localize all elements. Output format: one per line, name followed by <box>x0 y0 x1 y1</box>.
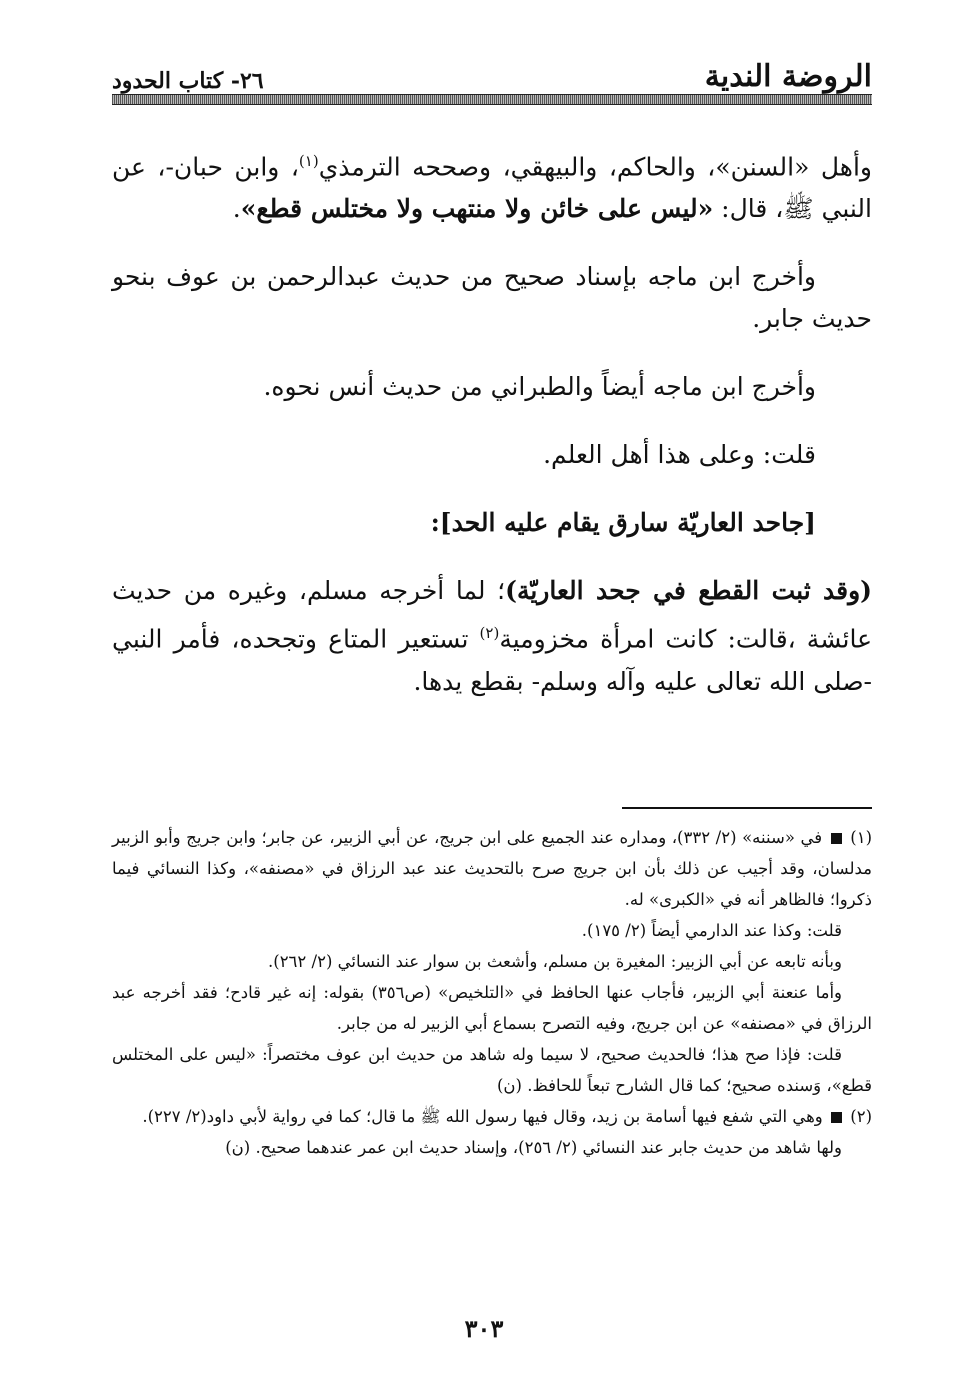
book-title: الروضة الندية <box>704 59 872 94</box>
square-marker-icon <box>831 833 842 844</box>
running-header <box>112 52 872 94</box>
page-number: ٣٠٣ <box>464 1314 504 1343</box>
section-heading: [جاحد العاريّة سارق يقام عليه الحد]: <box>430 508 816 538</box>
chapter-title: ٢٦- كتاب الحدود <box>112 68 264 94</box>
footnote-2: (٢) وهي التي شفع فيها أسامة بن زيد، وقال فيها رسول الله ﷺ ما قال؛ كما في رواية لأبي داود(٢/ ٢٢٧). <box>142 1107 872 1126</box>
square-marker-icon <box>831 1112 842 1123</box>
header-rule <box>112 94 872 105</box>
footnotes <box>112 822 872 1163</box>
paragraph-2: وأخرج ابن ماجه بإسناد صحيح من حديث عبدالرحمن بن عوف بنحو حديث جابر. <box>112 262 872 334</box>
hadith-quote: «ليس على خائن ولا منتهب ولا مختلس قطع» <box>240 194 714 224</box>
footnote-ref-2: (٢) <box>479 624 500 643</box>
paragraph-4: قلت: وعلى هذا أهل العلم. <box>543 440 816 470</box>
footnote-1: (١) في «سننه» (٢/ ٣٣٢)، ومداره عند الجميع على ابن جريج، عن أبي الزبير، عن جابر؛ وابن جريج وأبو الزبير مدلسان، وقد أجيب عن ذلك بأن ابن جريج صرح بالتحديث عند عبد الرزاق في «مصنفه»، وكذا النسائي فيما ذكروا؛ فالظاهر أنه في «الكبرى» له. <box>112 828 872 909</box>
paragraph-5: (وقد ثبت القطع في جحد العاريّة)؛ لما أخرجه مسلم، وغيره من حديث عائشة ،قالت: كانت امرأة مخزومية$^{(٢)}$ تستعير المتاع وتجحده، فأمر النبي -صلى الله تعالى عليه وآله وسلم- بقطع يدها. <box>112 576 872 696</box>
footnote-2-b: ولها شاهد من حديث جابر عند النسائي (٢/ ٢٥٦)، وإسناد حديث ابن عمر عندهما صحيح. (ن) <box>225 1138 842 1157</box>
footnote-separator <box>622 807 872 809</box>
footnote-ref-1: (١) <box>298 152 319 170</box>
footnote-1-c: وبأنه تابعه عن أبي الزبير: المغيرة بن مسلم، وأشعث بن سوار عند النسائي (٢/ ٢٦٢). <box>268 952 842 971</box>
footnote-1-d: وأما عنعنة أبي الزبير، فأجاب عنها الحافظ في «التلخيص» (ص٣٥٦) بقوله: إنه غير قادح؛ فقد أخرجه عبد الرزاق في «مصنفه» عن ابن جريج، وفيه التصرح بسماع أبي الزبير له من جابر. <box>112 983 872 1033</box>
paragraph-3: وأخرج ابن ماجه أيضاً والطبراني من حديث أنس نحوه. <box>263 372 816 402</box>
footnote-1-e: قلت: فإذا صح هذا؛ فالحديث صحيح، لا سيما وله شاهد من حديث ابن عوف مختصراً: «ليس على المختلس قطع»، وَسنده صحيح؛ كما قال الشارح تبعاً للحافظ. (ن) <box>112 1045 872 1095</box>
paragraph-1: وأهل «السنن»، والحاكم، والبيهقي، وصححه الترمذي$^{(١)}$، وابن حبان-، عن النبي ﷺ، قال: «ليس على خائن ولا منتهب ولا مختلس قطع». <box>112 152 872 224</box>
main-text <box>112 140 872 729</box>
footnote-1-b: قلت: وكذا عند الدارمي أيضاً (٢/ ١٧٥). <box>581 921 842 940</box>
